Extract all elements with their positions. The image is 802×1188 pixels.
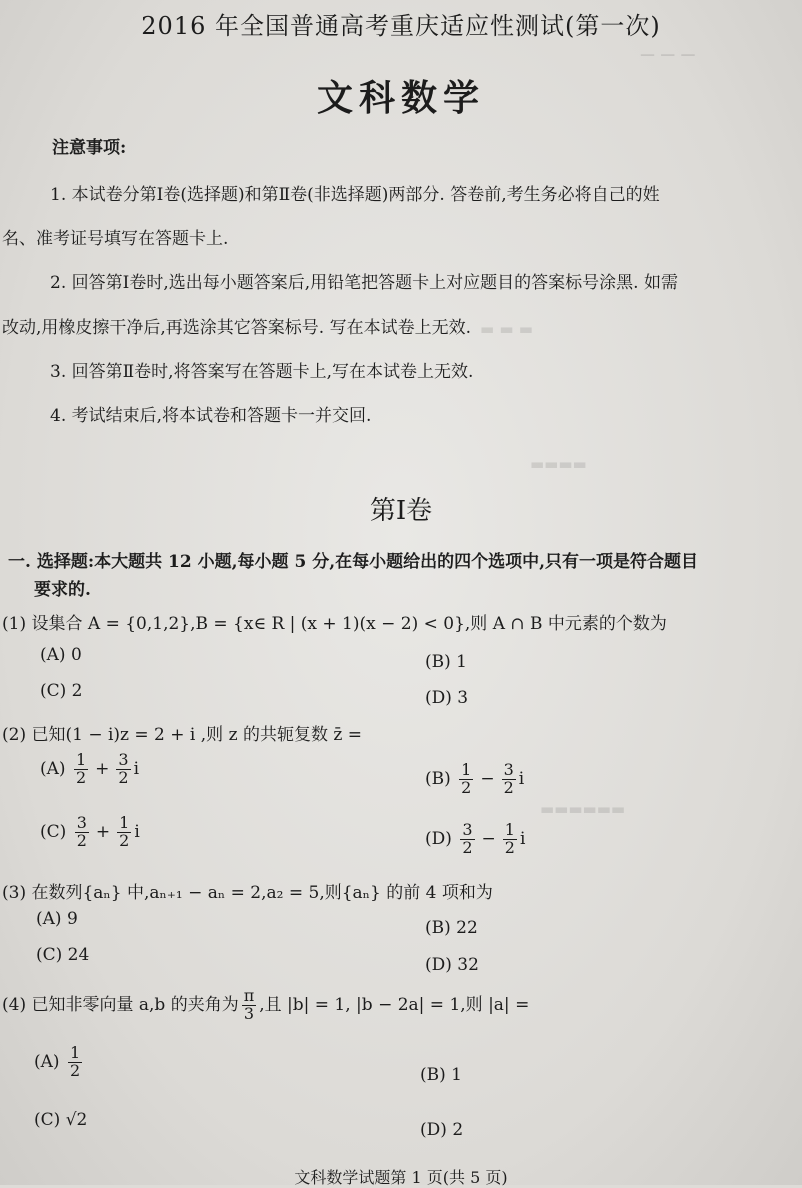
fraction [460,822,474,857]
fraction [74,752,88,787]
option-label: (C) [34,1110,61,1130]
question-1-option-a: (A) 0 [40,645,82,665]
question-4-option-a [34,1045,85,1080]
note-1-line-2: 名、准考证号填写在答题卡上. [2,229,229,249]
fraction [459,762,473,797]
numerator: 1 [69,1043,81,1062]
numerator: 3 [503,760,514,779]
fraction [68,1045,82,1080]
numerator: π [243,986,255,1005]
denominator: 2 [69,1060,81,1080]
option-value: 2 [452,1120,464,1140]
denominator: 2 [504,837,515,857]
option-label: (A) [40,758,66,779]
denominator: 3 [243,1003,255,1023]
operator: − [480,768,495,789]
numerator: 3 [76,813,87,832]
fraction [502,762,516,797]
part-intro-line-1: 一. 选择题:本大题共 12 小题,每小题 5 分,在每小题给出的四个选项中,只有一项是符合题目 [8,552,699,572]
numerator: 1 [119,813,130,832]
option-value: 1 [451,1065,462,1085]
option-label: (A) [34,1051,60,1072]
numerator: 1 [461,760,472,779]
note-2-line-1: 2. 回答第Ⅰ卷时,选出每小题答案后,用铅笔把答题卡上对应题目的答案标号涂黑. 如需 [50,273,678,293]
exam-title: 2016 年全国普通高考重庆适应性测试(第一次) [141,12,661,40]
denominator: 2 [75,767,87,787]
denominator: 2 [462,837,473,857]
question-3-option-c: (C) 24 [36,945,90,965]
question-2-option-b [425,762,524,797]
option-label: (B) [425,768,451,789]
question-3-stem: (3) 在数列{aₙ} 中,aₙ₊₁ − aₙ = 2,a₂ = 5,则{aₙ} 的前 4 项和为 [2,883,493,903]
part-intro-line-2: 要求的. [34,580,91,600]
angle-fraction [242,988,257,1023]
stem-text: (4) 已知非零向量 a,b 的夹角为 [2,994,239,1015]
imaginary-unit: i [518,768,525,789]
question-1-option-c: (C) 2 [40,681,83,701]
bleed-through-mark: ▬▬▬▬ [530,455,587,473]
question-3-option-d: (D) 32 [425,955,479,975]
bleed-through-mark: ▬▬▬▬▬▬ [540,800,626,818]
question-2-option-d [425,822,525,857]
bleed-through-mark: — — — [640,45,696,63]
option-label: (D) [425,828,452,849]
denominator: 2 [76,830,87,850]
option-label: (D) [420,1120,447,1140]
option-label: (B) [420,1065,446,1085]
operator: + [95,821,111,842]
operator: − [481,828,496,849]
section-title: 第Ⅰ卷 [369,496,433,526]
numerator: 1 [75,750,87,769]
fraction [117,815,131,850]
numerator: 3 [462,820,473,839]
subject-title: 文科数学 [316,77,485,119]
fraction [503,822,517,857]
question-3-option-b: (B) 22 [425,918,478,938]
denominator: 2 [461,777,472,797]
option-value: √2 [65,1110,88,1130]
fraction [75,815,89,850]
question-4-option-c [34,1110,87,1130]
imaginary-unit: i [134,821,140,842]
imaginary-unit: i [519,828,526,849]
question-1-option-b: (B) 1 [425,652,467,672]
question-1-option-d: (D) 3 [425,688,469,708]
numerator: 1 [504,820,515,839]
operator: + [95,758,110,779]
imaginary-unit: i [133,758,140,779]
question-2-option-a [40,752,139,787]
denominator: 2 [119,830,130,850]
stem-text: ,且 |b| = 1, |b − 2a| = 1,则 |a| = [259,994,530,1015]
question-1-stem: (1) 设集合 A = {0,1,2},B = {x∈ R | (x + 1)(x − 2) < 0},则 A ∩ B 中元素的个数为 [2,614,667,634]
question-4-stem [2,988,529,1023]
denominator: 2 [503,777,514,797]
question-3-option-a: (A) 9 [36,909,78,929]
question-4-option-b [420,1065,462,1085]
question-2-option-c [40,815,140,850]
page-footer: 文科数学试题第 1 页(共 5 页) [294,1168,508,1187]
option-label: (C) [40,821,67,842]
numerator: 3 [118,750,129,769]
note-1-line-1: 1. 本试卷分第Ⅰ卷(选择题)和第Ⅱ卷(非选择题)两部分. 答卷前,考生务必将自己的姓 [50,185,660,205]
denominator: 2 [118,767,129,787]
question-4-option-d [420,1120,463,1140]
note-3: 3. 回答第Ⅱ卷时,将答案写在答题卡上,写在本试卷上无效. [50,362,474,382]
fraction [116,752,130,787]
notes-heading: 注意事项: [52,138,127,158]
bleed-through-mark: ▬ ▬ ▬ [480,320,533,338]
question-2-stem: (2) 已知(1 − i)z = 2 + i ,则 z 的共轭复数 z̄ = [2,725,362,745]
note-4: 4. 考试结束后,将本试卷和答题卡一并交回. [50,406,372,426]
note-2-line-2: 改动,用橡皮擦干净后,再选涂其它答案标号. 写在本试卷上无效. [2,318,472,338]
